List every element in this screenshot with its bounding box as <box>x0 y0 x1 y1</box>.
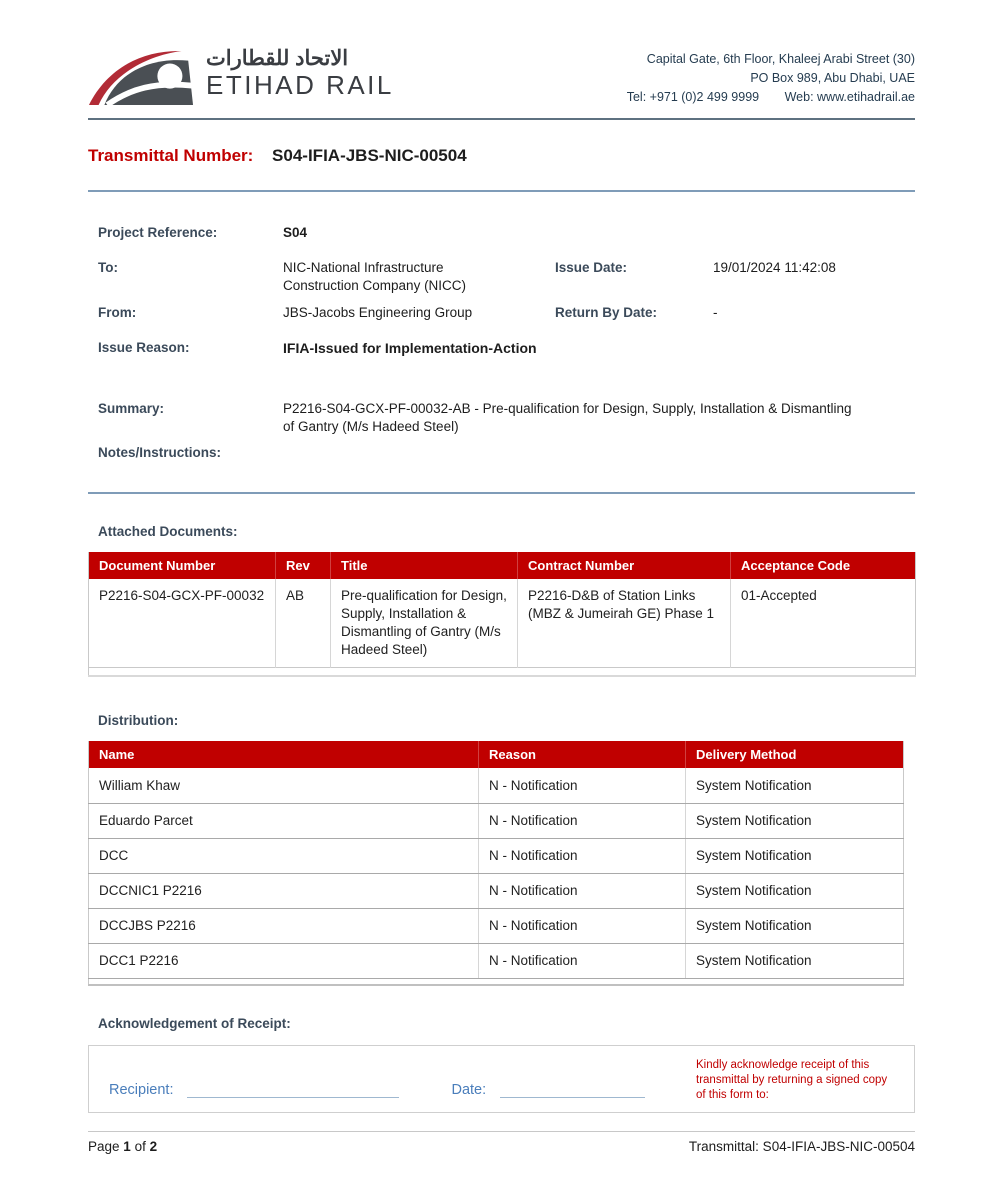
name-cell: Eduardo Parcet <box>89 803 479 838</box>
distribution-row <box>89 908 904 943</box>
contract-number-cell: P2216-D&B of Station Links (MBZ & Jumeirah GE) Phase 1 <box>518 579 731 667</box>
logo-arabic-text: الاتحاد للقطارات <box>206 47 349 70</box>
summary-label: Summary: <box>98 400 165 416</box>
address-line-3 <box>627 88 915 107</box>
from-return-by-row <box>98 304 915 322</box>
reason-cell: N - Notification <box>479 803 686 838</box>
page-footer <box>88 1131 915 1154</box>
delivery-method-cell: System Notification <box>686 908 904 943</box>
column-header-contract-number: Contract Number <box>518 552 731 579</box>
to-label: To: <box>98 260 118 276</box>
section-divider-top <box>88 190 915 192</box>
column-header-acceptance-code: Acceptance Code <box>731 552 916 579</box>
page-number <box>88 1139 157 1154</box>
to-issue-date-row <box>98 259 915 295</box>
transmittal-number-value: S04-IFIA-JBS-NIC-00504 <box>272 146 467 165</box>
distribution-row <box>89 803 904 838</box>
return-by-date-value: - <box>713 304 718 320</box>
table-footer-strip <box>89 978 904 985</box>
page-total-number: 2 <box>149 1139 158 1155</box>
acknowledgement-note: Kindly acknowledge receipt of this transmittal by returning a signed copy of this form to: <box>696 1059 888 1102</box>
delivery-method-cell: System Notification <box>686 838 904 873</box>
telephone-text: Tel: +971 (0)2 499 9999 <box>626 89 760 104</box>
name-cell: William Khaw <box>89 768 479 803</box>
acceptance-code-cell: 01-Accepted <box>741 588 817 604</box>
reason-cell: N - Notification <box>479 943 686 978</box>
document-header <box>88 0 915 108</box>
to-value: NIC-National Infrastructure Construction Company (NICC) <box>283 260 467 294</box>
name-cell: DCC <box>89 838 479 873</box>
name-cell: DCCJBS P2216 <box>89 908 479 943</box>
document-number-cell: P2216-S04-GCX-PF-00032 <box>89 579 276 667</box>
project-reference-row <box>98 224 915 242</box>
attached-documents-table <box>88 552 916 677</box>
transmittal-details <box>88 224 915 462</box>
return-by-date-label: Return By Date: <box>555 304 658 320</box>
project-reference-label: Project Reference: <box>98 225 218 240</box>
reason-cell: N - Notification <box>479 873 686 908</box>
acknowledgement-box <box>88 1045 915 1113</box>
table-footer-strip <box>89 667 916 676</box>
attached-document-row <box>89 579 916 667</box>
from-label: From: <box>98 304 137 320</box>
distribution-row <box>89 873 904 908</box>
from-value: JBS-Jacobs Engineering Group <box>283 304 473 320</box>
distribution-heading: Distribution: <box>98 713 179 729</box>
issue-reason-row <box>98 339 915 358</box>
footer-transmittal-reference: Transmittal: S04-IFIA-JBS-NIC-00504 <box>688 1139 915 1155</box>
column-header-reason: Reason <box>479 741 686 768</box>
notes-instructions-label: Notes/Instructions: <box>98 445 222 461</box>
issue-reason-value: IFIA-Issued for Implementation-Action <box>283 339 537 356</box>
attached-documents-header-row <box>89 552 916 579</box>
etihad-rail-logo-icon <box>88 46 194 108</box>
address-line-1: Capital Gate, 6th Floor, Khaleej Arabi Street (30) <box>646 52 915 66</box>
rev-cell: AB <box>276 579 331 667</box>
header-divider <box>88 118 915 120</box>
recipient-signature-line <box>187 1084 399 1098</box>
reason-cell: N - Notification <box>479 908 686 943</box>
website-text: Web: www.etihadrail.ae <box>784 89 915 104</box>
delivery-method-cell: System Notification <box>686 803 904 838</box>
recipient-label: Recipient: <box>109 1082 174 1099</box>
column-header-rev: Rev <box>276 552 331 579</box>
logo-wordmark <box>206 46 394 101</box>
page-current-number: 1 <box>123 1139 131 1155</box>
project-reference-value: S04 <box>283 225 308 240</box>
delivery-method-cell: System Notification <box>686 873 904 908</box>
name-cell: DCCNIC1 P2216 <box>89 873 479 908</box>
issue-date-label: Issue Date: <box>555 260 628 276</box>
page-word: Page <box>88 1139 120 1155</box>
notes-instructions-row <box>98 444 915 462</box>
distribution-header-row <box>89 741 904 768</box>
summary-row <box>98 400 915 436</box>
delivery-method-cell: System Notification <box>686 943 904 978</box>
summary-value: P2216-S04-GCX-PF-00032-AB - Pre-qualification for Design, Supply, Installation & Dismantling of Gantry (M/s Hadeed Steel) <box>283 400 852 434</box>
date-label: Date: <box>451 1082 487 1099</box>
section-divider-middle <box>88 492 915 494</box>
distribution-row <box>89 768 904 803</box>
column-header-name: Name <box>89 741 479 768</box>
title-cell: Pre-qualification for Design, Supply, Installation & Dismantling of Gantry (M/s Hadeed Steel) <box>331 579 518 667</box>
etihad-rail-logo <box>88 46 394 108</box>
logo-latin-text: ETIHAD RAIL <box>206 70 394 101</box>
column-header-document-number: Document Number <box>89 552 276 579</box>
attached-documents-heading: Attached Documents: <box>98 524 238 540</box>
delivery-method-cell: System Notification <box>686 768 904 803</box>
column-header-delivery-method: Delivery Method <box>686 741 904 768</box>
company-address-block <box>627 46 915 106</box>
address-line-2: PO Box 989, Abu Dhabi, UAE <box>750 70 915 85</box>
transmittal-number-row <box>88 146 915 166</box>
reason-cell: N - Notification <box>479 838 686 873</box>
transmittal-number-label: Transmittal Number: <box>88 146 254 165</box>
distribution-row <box>89 838 904 873</box>
issue-date-value: 19/01/2024 11:42:08 <box>713 260 836 276</box>
acknowledgement-fields <box>109 1082 645 1098</box>
distribution-row <box>89 943 904 978</box>
column-header-title: Title <box>331 552 518 579</box>
of-word: of <box>134 1139 146 1155</box>
issue-reason-label: Issue Reason: <box>98 339 190 355</box>
name-cell: DCC1 P2216 <box>89 943 479 978</box>
acknowledgement-heading: Acknowledgement of Receipt: <box>98 1016 291 1032</box>
reason-cell: N - Notification <box>479 768 686 803</box>
date-signature-line <box>500 1084 645 1098</box>
distribution-table <box>88 741 904 986</box>
